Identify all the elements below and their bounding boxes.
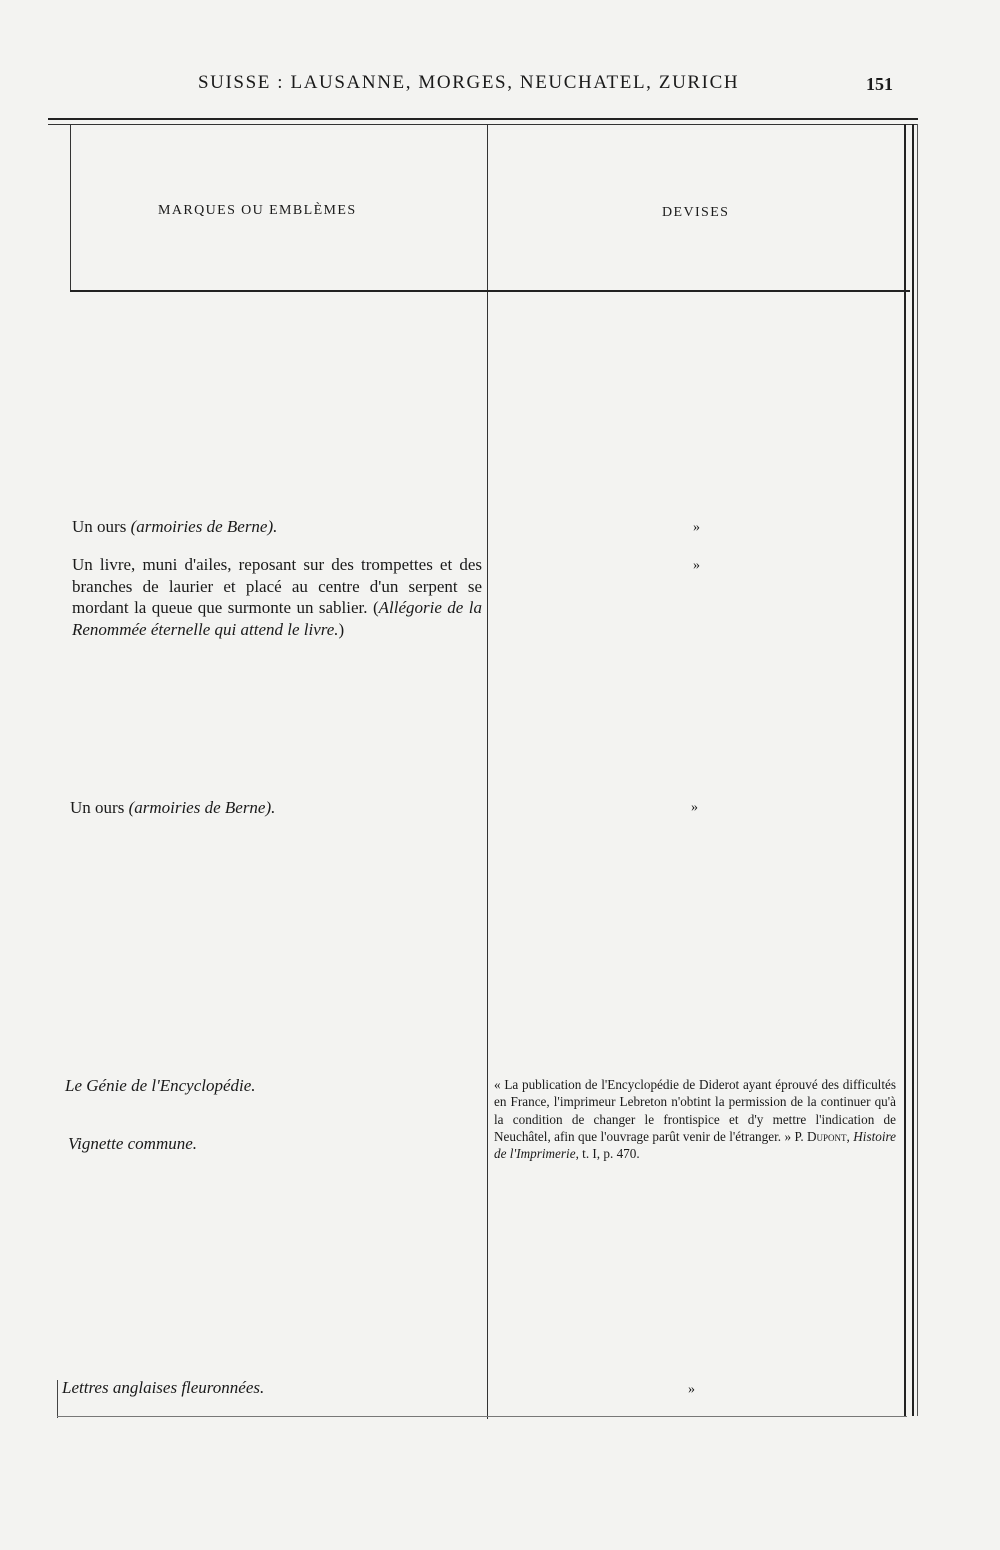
paren-open: (	[372, 598, 379, 617]
marque-italic: Lettres anglaises fleuronnées.	[62, 1378, 265, 1397]
page-number: 151	[866, 74, 893, 94]
table-left-border-lower	[57, 1380, 58, 1418]
devise-cell: »	[693, 558, 700, 573]
column-header-devises: DEVISES	[662, 205, 730, 220]
page-header-title: SUISSE : LAUSANNE, MORGES, NEUCHATEL, ZURICH	[198, 72, 740, 93]
devise-cell: »	[688, 1382, 695, 1397]
note-text: « La publication de l'Encyclopédie de Diderot ayant éprouvé des difficultés en France, l'imprimeur Lebreton n'obtint la permission de la continuer qu'à la condition de changer le frontispice et d'y mettre l'indication de Neuchâtel, afin que l'ouvrage parût venir de l'étranger. » P.	[494, 1077, 896, 1144]
devise-note: « La publication de l'Encyclopédie de Diderot ayant éprouvé des difficultés en France, l'imprimeur Lebreton n'obtint la permission de la continuer qu'à la condition de changer le frontispice et d'y mettre l'indication de Neuchâtel, afin que l'ouvrage parût venir de l'étranger. » P. Dupont, Histoire de l'Imprimerie, t. I, p. 470.	[494, 1077, 896, 1162]
table-bottom-rule	[57, 1416, 907, 1417]
table-left-border	[70, 124, 71, 292]
table-top-rule	[48, 118, 918, 120]
marque-italic: (armoiries de Berne).	[128, 798, 276, 817]
column-header-marques: MARQUES OU EMBLÈMES	[158, 203, 357, 218]
marque-italic: Allégorie de la Renommée éternelle qui attend le livre.	[72, 598, 483, 639]
table-right-border	[904, 124, 906, 1416]
marque-italic: Le Génie de l'Encyclopédie.	[65, 1076, 256, 1095]
table-right-border-outer	[917, 124, 918, 1416]
column-divider	[487, 124, 488, 1419]
marque-text: Un ours	[70, 798, 129, 817]
marque-italic: (armoiries de Berne).	[130, 517, 278, 536]
marque-cell	[65, 1075, 477, 1097]
header-separator-rule	[70, 290, 910, 292]
marque-cell	[68, 1133, 480, 1155]
marque-cell	[72, 554, 482, 640]
marque-cell	[70, 797, 482, 819]
devise-cell: »	[691, 800, 698, 815]
note-reference: , t. I, p. 470.	[575, 1146, 640, 1162]
running-head	[0, 72, 1000, 102]
paren-close: )	[338, 619, 345, 639]
table-right-border-double	[912, 124, 914, 1416]
marque-cell	[72, 516, 484, 538]
devise-cell: »	[693, 520, 700, 535]
note-author: Dupont	[807, 1128, 847, 1144]
marque-text: Un ours	[72, 517, 131, 536]
marque-cell	[62, 1377, 474, 1399]
table-top-rule-thin	[48, 124, 918, 125]
marque-italic: Vignette commune.	[68, 1134, 198, 1153]
note-work: Histoire de l'Imprimerie	[494, 1128, 896, 1162]
marque-text: Un livre, muni d'ailes, reposant sur des trompettes et des branches de laurier et placé au centre d'un serpent se mordant la queue que surmonte un sablier.	[72, 555, 482, 617]
